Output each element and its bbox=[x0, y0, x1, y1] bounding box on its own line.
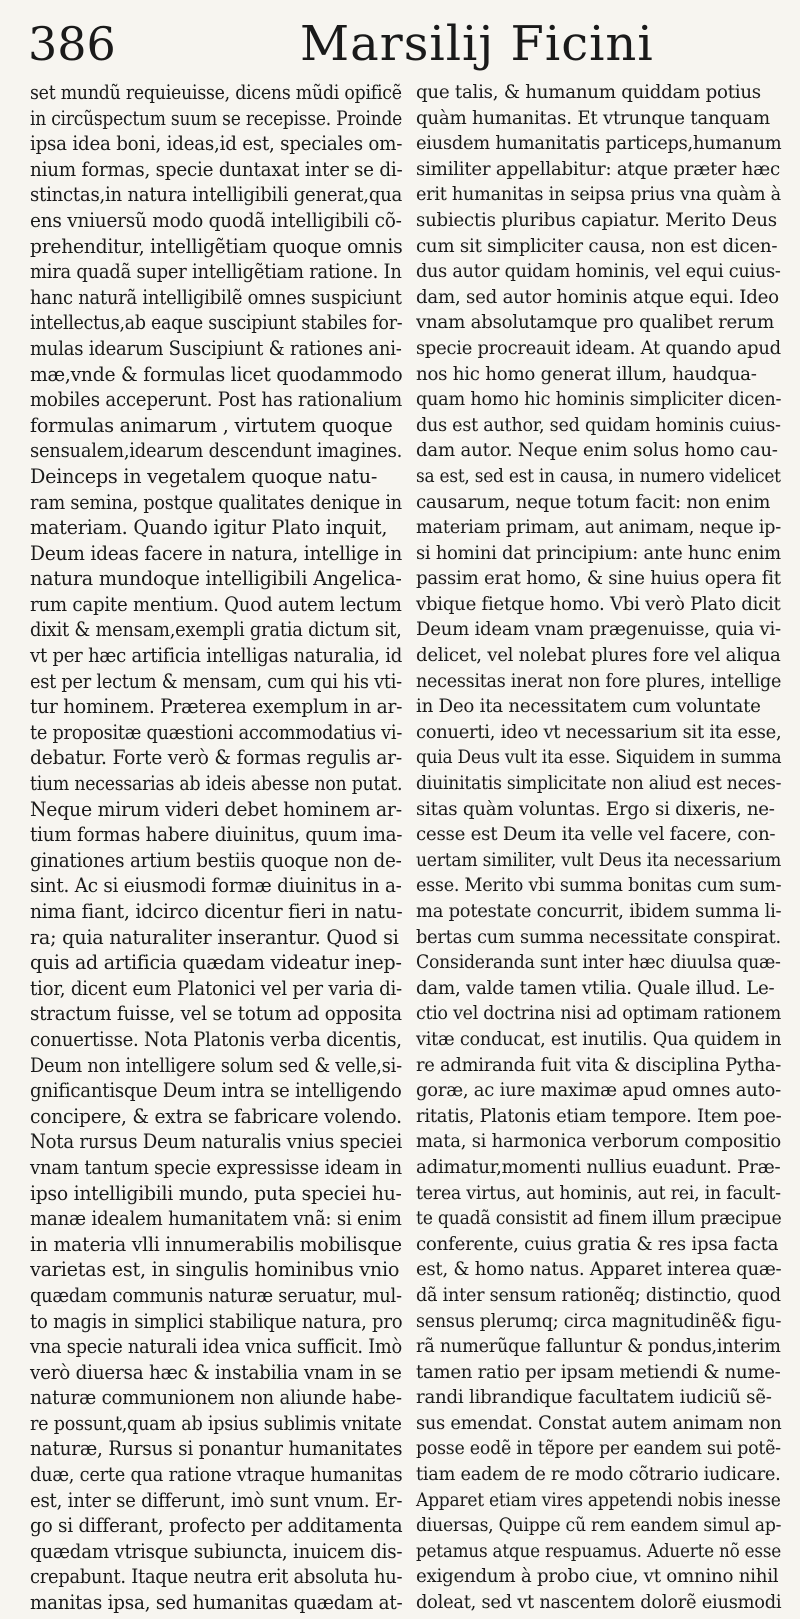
text-line: cesse est Deum ita velle vel facere, con- bbox=[416, 824, 776, 846]
text-line: to magis in simplici stabilique natura, pro bbox=[30, 1309, 403, 1333]
text-line: que talis, & humanum quiddam potius bbox=[416, 82, 761, 103]
text-line: petamus atque respuamus. Aduerte nõ esse bbox=[416, 1540, 781, 1562]
text-line: necessitas inerat non fore plures, intellige bbox=[416, 670, 782, 692]
text-line: dam autor. Neque enim solus homo cau- bbox=[416, 440, 778, 462]
text-line: randi librandique facultatem iudiciũ sẽ- bbox=[416, 1387, 772, 1409]
text-line: materiam primam, aut animam, neque ip- bbox=[416, 517, 781, 539]
text-line: tiam eadem de re modo cõtrario iudicare. bbox=[416, 1464, 781, 1486]
text-line: sitas quàm voluntas. Ergo si dixeris, ne- bbox=[416, 798, 775, 820]
text-line: quam homo hic hominis simpliciter dicen- bbox=[416, 389, 782, 411]
text-line: adimatur,momenti nullius euadunt. Præ- bbox=[416, 1156, 781, 1178]
text-line: sa est, sed est in causa, in numero videlicet bbox=[416, 465, 781, 487]
text-line: mira quadã super intelligẽtiam ratione. In bbox=[30, 260, 402, 284]
text-line: vbique fietque homo. Vbi verò Plato dicit bbox=[416, 593, 781, 615]
text-line: vnam absolutamque pro qualibet rerum bbox=[416, 312, 774, 334]
page-number: 386 bbox=[28, 17, 116, 71]
text-line: erit humanitas in seipsa prius vna quàm à bbox=[416, 184, 781, 206]
text-line: naturæ communionem non aliunde habe- bbox=[30, 1386, 402, 1410]
text-line: nium formas, specie duntaxat inter se di- bbox=[30, 157, 403, 181]
text-line: sensus plerumq; circa magnitudinẽ& figu- bbox=[416, 1310, 782, 1332]
text-line: formulas animarum , virtutem quoque bbox=[30, 413, 393, 437]
text-line: specie procreauit ideam. At quando apud bbox=[416, 337, 781, 359]
text-line: goræ, ac iure maximæ apud omnes auto- bbox=[416, 1080, 781, 1102]
text-line: si homini dat principium: ante hunc enim bbox=[416, 542, 781, 564]
text-line: debatur. Forte verò & formas regulis ar- bbox=[30, 746, 402, 770]
text-line: rum capite mentium. Quod autem lectum bbox=[30, 592, 402, 616]
text-line: stinctas,in natura intelligibili generat,qua bbox=[30, 183, 403, 207]
text-line: conuertisse. Nota Platonis verba dicentis, bbox=[30, 1027, 402, 1051]
text-line: passim erat homo, & sine huius opera fit bbox=[416, 568, 781, 590]
text-line: eiusdem humanitatis particeps,humanum bbox=[416, 133, 782, 155]
text-line: te quadã consistit ad finem illum præcipue bbox=[416, 1208, 782, 1230]
left-text-column bbox=[30, 80, 402, 1616]
text-line: dus autor quidam hominis, vel equi cuius- bbox=[416, 261, 781, 283]
text-line: gnificantisque Deum intra se intelligendo bbox=[30, 1079, 402, 1103]
text-line: ritatis, Platonis etiam tempore. Item poe- bbox=[416, 1105, 782, 1127]
text-line: in circũspectum suum se recepisse. Proinde bbox=[30, 106, 403, 130]
text-line: mobiles acceperunt. Post has rationalium bbox=[30, 388, 403, 412]
text-line: diuinitatis simplicitate non aliud est neces- bbox=[416, 773, 782, 795]
text-line: ginationes artium bestiis quoque non de- bbox=[30, 848, 402, 872]
text-line: ipsa idea boni, ideas,id est, speciales om- bbox=[30, 132, 403, 156]
text-line: Deum non intelligere solum sed & velle,si- bbox=[30, 1053, 402, 1077]
text-line: ctio vel doctrina nisi ad optimam rationem bbox=[416, 1003, 782, 1025]
text-line: vitæ conducat, est inutilis. Qua quidem in bbox=[416, 1028, 782, 1050]
text-line: Deum ideam vnam prægenuisse, quia vi- bbox=[416, 619, 781, 641]
text-line: vnam tantum specie expressisse ideam in bbox=[30, 1155, 402, 1179]
text-line: ra; quia naturaliter inserantur. Quod si bbox=[30, 925, 399, 949]
text-line: verò diuersa hæc & instabilia vnam in se bbox=[30, 1360, 402, 1384]
text-line: nos hic homo generat illum, haudqua- bbox=[416, 363, 757, 385]
text-line: mæ,vnde & formulas licet quodammodo bbox=[30, 362, 403, 386]
text-line: rã numerũque falluntur & pondus,interim bbox=[416, 1336, 781, 1358]
text-line: est, & homo natus. Apparet interea quæ- bbox=[416, 1259, 782, 1281]
text-line: duæ, certe qua ratione vtraque humanitas bbox=[30, 1463, 403, 1487]
text-line: crepabunt. Itaque neutra erit absoluta hu- bbox=[30, 1565, 403, 1589]
text-line: tium formas habere diuinitus, quum ima- bbox=[30, 823, 403, 847]
text-line: manitas ipsa, sed humanitas quædam at- bbox=[30, 1591, 403, 1615]
text-line: quædam communis naturæ seruatur, mul- bbox=[30, 1283, 402, 1307]
text-line: tior, dicent eum Platonici vel per varia di- bbox=[30, 976, 402, 1000]
text-line: re possunt,quam ab ipsius sublimis vnitate bbox=[30, 1411, 402, 1435]
text-line: est, inter se differunt, imò sunt vnum. Er- bbox=[30, 1488, 403, 1512]
text-line: varietas est, in singulis hominibus vnio bbox=[30, 1258, 400, 1282]
text-line: vt per hæc artificia intelligas naturalia, id bbox=[30, 644, 403, 668]
text-line: hanc naturã intelligibilẽ omnes suspiciunt bbox=[30, 285, 402, 309]
text-line: dam, valde tamen vtilia. Quale illud. Le- bbox=[416, 977, 775, 999]
text-line: uertam similiter, vult Deus ita necessarium bbox=[416, 849, 782, 871]
text-line: tamen ratio per ipsam metiendi & nume- bbox=[416, 1361, 781, 1383]
text-line: go si differant, profecto per additamenta bbox=[30, 1514, 403, 1538]
text-line: est per lectum & mensam, cum qui his vti- bbox=[30, 669, 402, 693]
text-line: bertas cum summa necessitate conspirat. bbox=[416, 926, 781, 948]
text-line: re admiranda fuit vita & disciplina Pytha- bbox=[416, 1054, 782, 1076]
text-line: nima fiant, idcirco dicentur fieri in natu- bbox=[30, 900, 403, 923]
text-line: sus emendat. Constat autem animam non bbox=[416, 1412, 782, 1434]
text-line: tium necessarias ab ideis abesse non putat. bbox=[30, 772, 403, 796]
text-line: doleat, sed vt nascentem dolorẽ eiusmodi bbox=[416, 1592, 782, 1614]
text-line: quædam vtrisque subiuncta, inuicem dis- bbox=[30, 1539, 403, 1563]
text-line: mata, si harmonica verborum compositio bbox=[416, 1131, 781, 1153]
text-line: conuerti, ideo vt necessarium sit ita esse, bbox=[416, 721, 782, 743]
text-line: vna specie naturali idea vnica sufficit. Imò bbox=[30, 1335, 402, 1359]
text-line: in materia vlli innumerabilis mobilisque bbox=[30, 1232, 402, 1256]
text-line: te propositæ quæstioni accommodatius vi- bbox=[30, 720, 403, 744]
text-line: natura mundoque intelligibili Angelica- bbox=[30, 567, 402, 591]
text-line: prehenditur, intelligẽtiam quoque omnis bbox=[30, 234, 403, 258]
text-line: quia Deus vult ita esse. Siquidem in summa bbox=[416, 747, 782, 769]
text-line: delicet, vel nolebat plures fore vel aliqua bbox=[416, 645, 781, 667]
text-line: stractum fuisse, vel se totum ad opposita bbox=[30, 1002, 402, 1026]
text-line: ens vniuersũ modo quodã intelligibili cõ- bbox=[30, 208, 402, 232]
text-line: quàm humanitas. Et vtrunque tanquam bbox=[416, 107, 770, 129]
text-line: mulas idearum Suscipiunt & rationes ani- bbox=[30, 336, 402, 360]
text-line: causarum, neque totum facit: non enim bbox=[416, 491, 771, 513]
right-text-column bbox=[416, 80, 781, 1616]
text-line: Apparet etiam vires appetendi nobis inesse bbox=[416, 1489, 781, 1511]
text-line: Consideranda sunt inter hæc diuulsa quæ- bbox=[416, 952, 781, 974]
text-line: similiter appellabitur: atque præter hæc bbox=[416, 158, 780, 180]
text-line: sensualem,idearum descendunt imagines. bbox=[30, 439, 403, 463]
text-line: materiam. Quando igitur Plato inquit, bbox=[30, 516, 388, 540]
text-line: ma potestate concurrit, ibidem summa li- bbox=[416, 901, 782, 922]
text-line: set mundũ requieuisse, dicens mũdi opificẽ bbox=[30, 81, 402, 104]
text-line: dus est author, sed quidam hominis cuius- bbox=[416, 414, 781, 436]
text-line: terea virtus, aut hominis, aut rei, in facult- bbox=[416, 1182, 781, 1204]
running-head: Marsilij Ficini bbox=[300, 16, 654, 72]
text-line: sint. Ac si eiusmodi formæ diuinitus in a- bbox=[30, 874, 402, 898]
text-line: cum sit simpliciter causa, non est dicen- bbox=[416, 235, 778, 257]
text-line: intellectus,ab eaque suscipiunt stabiles for- bbox=[30, 311, 403, 335]
text-line: subiectis pluribus capiatur. Merito Deus bbox=[416, 209, 777, 231]
text-line: exigendum à probo ciue, vt omnino nihil bbox=[416, 1566, 779, 1588]
text-line: in Deo ita necessitatem cum voluntate bbox=[416, 696, 761, 718]
text-line: Nota rursus Deum naturalis vnius speciei bbox=[30, 1130, 403, 1154]
text-line: ram semina, postque qualitates denique in bbox=[30, 490, 402, 514]
text-line: dã inter sensum rationẽq; distinctio, quod bbox=[416, 1284, 781, 1306]
text-line: conferente, cuius gratia & res ipsa facta bbox=[416, 1233, 779, 1255]
text-line: quis ad artificia quædam videatur inep- bbox=[30, 951, 402, 975]
text-line: dixit & mensam,exempli gratia dictum sit, bbox=[30, 618, 402, 642]
text-line: concipere, & extra se fabricare volendo. bbox=[30, 1104, 402, 1128]
text-line: tur hominem. Præterea exemplum in ar- bbox=[30, 695, 403, 719]
text-line: Deinceps in vegetalem quoque natu- bbox=[30, 464, 378, 488]
text-line: Neque mirum videri debet hominem ar- bbox=[30, 797, 402, 821]
text-line: posse eodẽ in tẽpore per eandem sui potẽ- bbox=[416, 1438, 781, 1460]
text-line: manæ idealem humanitatem vnã: si enim bbox=[30, 1207, 402, 1231]
text-line: Deum ideas facere in natura, intellige in bbox=[30, 541, 403, 565]
text-line: naturæ, Rursus si ponantur humanitates bbox=[30, 1437, 403, 1461]
text-line: esse. Merito vbi summa bonitas cum sum- bbox=[416, 875, 782, 897]
text-line: diuersas, Quippe cũ rem eandem simul ap- bbox=[416, 1515, 782, 1537]
text-line: dam, sed autor hominis atque equi. Ideo bbox=[416, 286, 779, 308]
text-line: ipso intelligibili mundo, puta speciei hu- bbox=[30, 1181, 402, 1205]
